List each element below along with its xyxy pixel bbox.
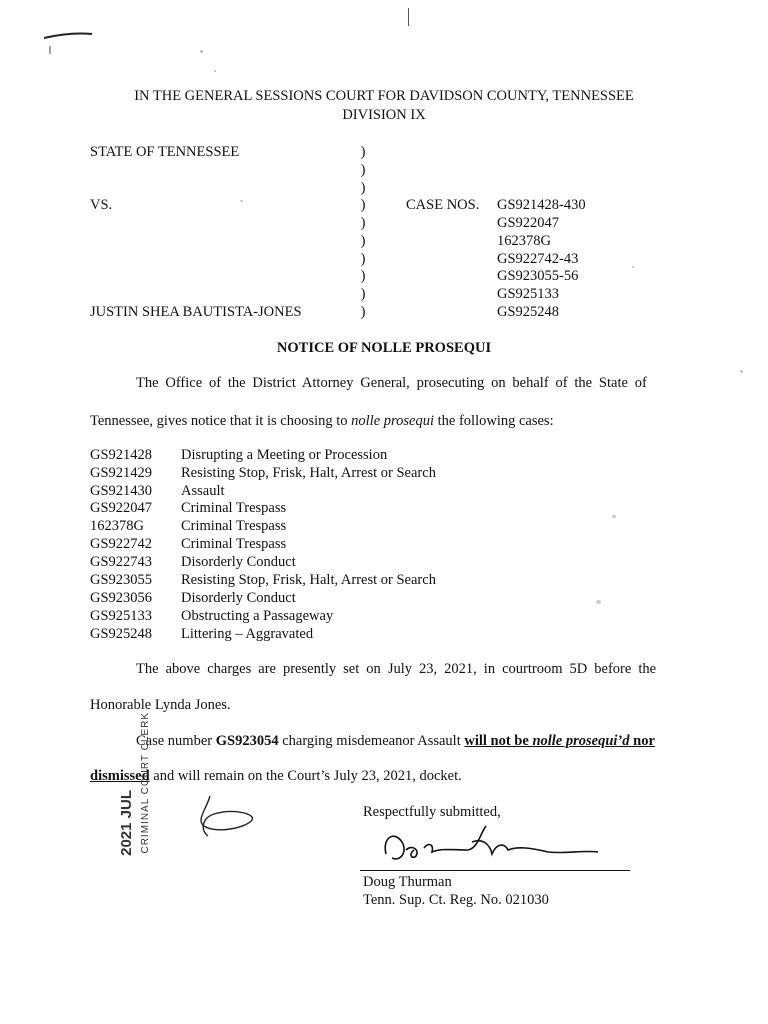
case-nos-label: CASE NOS. bbox=[406, 197, 480, 213]
exception-case-number: GS923054 bbox=[215, 733, 279, 749]
case-row-charge: Assault bbox=[181, 483, 225, 499]
stamp-date: 2021 JUL bbox=[118, 790, 135, 856]
paren: ) bbox=[360, 162, 366, 178]
case-row-number: 162378G bbox=[90, 518, 144, 534]
signature-line bbox=[360, 870, 630, 871]
closing: Respectfully submitted, bbox=[363, 804, 501, 820]
intro-line1: The Office of the District Attorney General, prosecuting on behalf of the State of bbox=[136, 375, 647, 391]
exception-line1 bbox=[136, 733, 655, 750]
case-number: GS925133 bbox=[497, 286, 560, 302]
paren: ) bbox=[360, 215, 366, 231]
scan-speck bbox=[408, 8, 409, 26]
paren: ) bbox=[360, 180, 366, 196]
case-row-number: GS925248 bbox=[90, 626, 153, 642]
case-number: 162378G bbox=[497, 233, 551, 249]
case-row-charge: Disorderly Conduct bbox=[181, 590, 296, 606]
case-row-charge: Littering – Aggravated bbox=[181, 626, 314, 642]
case-row-charge: Disorderly Conduct bbox=[181, 554, 296, 570]
exception-not-prosequi bbox=[464, 733, 655, 749]
court-header-line1: IN THE GENERAL SESSIONS COURT FOR DAVIDSON COUNTY, TENNESSEE bbox=[134, 88, 634, 104]
case-row-number: GS923055 bbox=[90, 572, 153, 588]
case-row-number: GS921430 bbox=[90, 483, 153, 499]
case-row-number: GS922743 bbox=[90, 554, 153, 570]
exception-line2-rest: and will remain on the Court’s July 23, 2021, docket. bbox=[149, 768, 462, 784]
document-title: NOTICE OF NOLLE PROSEQUI bbox=[276, 340, 492, 356]
hearing-line1: The above charges are presently set on July 23, 2021, in courtroom 5D before the bbox=[136, 661, 657, 677]
case-row-number: GS925133 bbox=[90, 608, 153, 624]
scan-speck bbox=[214, 70, 216, 72]
case-number: GS921428-430 bbox=[497, 197, 586, 213]
case-row-charge: Resisting Stop, Frisk, Halt, Arrest or Search bbox=[181, 572, 436, 588]
case-row-charge: Criminal Trespass bbox=[181, 536, 287, 552]
case-row-number: GS921428 bbox=[90, 447, 153, 463]
case-row-number: GS921429 bbox=[90, 465, 153, 481]
exception-dismissed: dismissed bbox=[90, 768, 150, 784]
intro-line2-italic: nolle prosequi bbox=[351, 413, 434, 429]
paren: ) bbox=[360, 304, 366, 320]
case-number: GS923055-56 bbox=[497, 268, 579, 284]
case-row-charge: Resisting Stop, Frisk, Halt, Arrest or Search bbox=[181, 465, 436, 481]
signature-scrawl bbox=[372, 820, 622, 870]
stamp-office: CRIMINAL COURT CLERK bbox=[140, 712, 151, 854]
case-row-number: GS923056 bbox=[90, 590, 153, 606]
paren: ) bbox=[360, 197, 366, 213]
scan-speck bbox=[240, 200, 243, 202]
intro-line2 bbox=[90, 413, 554, 430]
case-row-number: GS922047 bbox=[90, 500, 153, 516]
case-row-number: GS922742 bbox=[90, 536, 153, 552]
case-row-charge: Criminal Trespass bbox=[181, 518, 287, 534]
signer-name: Doug Thurman bbox=[363, 874, 452, 890]
intro-line2-a: Tennessee, gives notice that it is choosing to bbox=[90, 413, 352, 429]
court-header-line2: DIVISION IX bbox=[342, 107, 426, 123]
stamp-scribble bbox=[190, 790, 260, 840]
case-number: GS922742-43 bbox=[497, 251, 579, 267]
intro-line2-b: the following cases: bbox=[434, 413, 554, 429]
exception-c: will not be bbox=[464, 733, 533, 749]
paren: ) bbox=[360, 251, 366, 267]
defendant-name: JUSTIN SHEA BAUTISTA-JONES bbox=[90, 304, 302, 320]
paren: ) bbox=[360, 144, 366, 160]
exception-b: charging misdemeanor Assault bbox=[278, 733, 465, 749]
scan-speck bbox=[596, 600, 601, 604]
case-row-charge: Criminal Trespass bbox=[181, 500, 287, 516]
case-number: GS922047 bbox=[497, 215, 560, 231]
plaintiff-name: STATE OF TENNESSEE bbox=[90, 144, 240, 160]
case-row-charge: Obstructing a Passageway bbox=[181, 608, 334, 624]
vs-label: VS. bbox=[90, 197, 113, 213]
exception-d: nor bbox=[629, 733, 655, 749]
case-row-charge: Disrupting a Meeting or Procession bbox=[181, 447, 388, 463]
case-number: GS925248 bbox=[497, 304, 560, 320]
signer-reg: Tenn. Sup. Ct. Reg. No. 021030 bbox=[363, 892, 549, 908]
scan-speck bbox=[200, 50, 203, 53]
scan-speck bbox=[612, 515, 616, 518]
exception-c-italic: nolle prosequi’d bbox=[532, 733, 630, 749]
scan-speck bbox=[632, 266, 634, 268]
exception-a: Case number bbox=[136, 733, 216, 749]
paren: ) bbox=[360, 268, 366, 284]
pen-mark bbox=[40, 26, 100, 56]
hearing-line2: Honorable Lynda Jones. bbox=[90, 697, 231, 713]
paren: ) bbox=[360, 286, 366, 302]
paren: ) bbox=[360, 233, 366, 249]
scan-speck bbox=[740, 370, 743, 373]
